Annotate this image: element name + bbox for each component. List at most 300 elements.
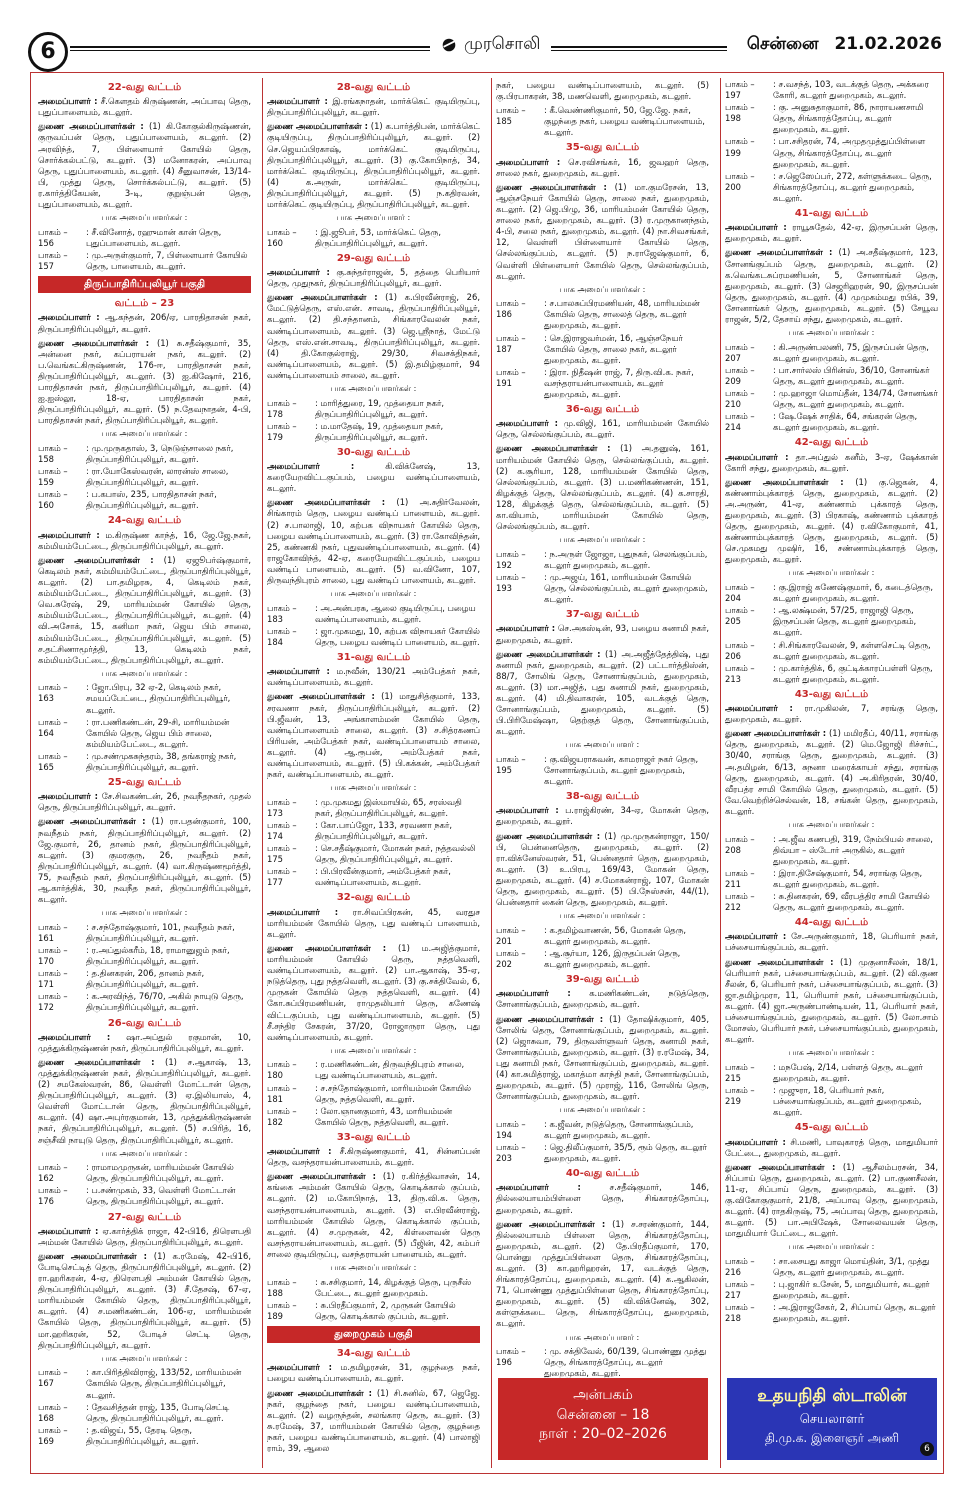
booth-entry xyxy=(38,443,251,465)
signoff-date: நாள் : 20–02–2026 xyxy=(539,1426,667,1443)
booth-label: பாகம் – 202 xyxy=(496,947,526,970)
entry-text: (1) அ.சுதிர்வேலன், சிங்காரம் தெரு, பழைய வண்டிப் பாளையம், கடலூர். (2) ச.பாலாஜி, 10, கற்பக விநாயகர் கோயில் தெரு, பழைய வண்டிப்பாளையம், கடலூர். (3) ரா.கோவிந்தன், 25, கண்ணகி நகர், புதுவண்டிப்பாளையம், கடலூர். (4) ராஜகோவிந்த், 42-ஏ, கரையேறவிட்டகுப்பம், பழைய வண்டிப் பாளையம், கடலூர். (5) வ.வினோ, 107, திருவந்திபுரம் சாலை, புது வண்டிப் பாளையம், கடலூர். xyxy=(267,497,480,586)
entry-label: துணை அமைப்பாளர்கள் : xyxy=(496,1013,604,1024)
booth-label: பாகம் – 160 xyxy=(267,226,297,248)
member-entry xyxy=(267,292,480,381)
booth-entry xyxy=(496,367,709,400)
entry-label: துணை அமைப்பாளர்கள் : xyxy=(496,830,601,841)
entry-text: (1) ர.கிர்த்திவாசன், 14, கங்கை அம்மன் கோயில் தெரு, கொடிக்கால் குப்பம், கடலூர். (2) ம.கோபிநாத், 13, திரு.வி.க. தெரு, வசந்தராயன்பாளையம், கடலூர். (3) எ.பிரவீன்ராஜ், மாரியம்மன் கோயில் தெரு, கொடிக்கால் குப்பம், கடலூர். (4) ச.முருகன், 42, கிள்ளைவன் தெரு வசந்தராயன்பாளையம், கடலூர். (5) பீஜின், 42, கம்பர் சாலை குடியிருப்பு, வசந்தராயன் பாளையம், கடலூர். xyxy=(267,1171,480,1259)
booth-entry xyxy=(267,797,480,819)
booth-text: : சா.சையது காஜா மொய்தின், 3/1, முத்து தெரு, கடலூர் துறைமுகம், கடலூர். xyxy=(773,1255,930,1278)
booth-label: பாகம் – 199 xyxy=(725,136,755,158)
entry-text: ம.நவீன், 130/21 அம்பேத்கர் நகர், வண்டிப்பாளையம், கடலூர். xyxy=(267,666,480,688)
booth-entry xyxy=(725,834,938,867)
booth-label: பாகம் – 164 xyxy=(38,716,68,738)
booth-label: பாகம் – 184 xyxy=(267,625,297,647)
entry-label: அமைப்பாளர் : xyxy=(38,529,100,540)
subheading: பாக அமைப்பாளர்கள் : xyxy=(559,1105,646,1115)
entry-label: அமைப்பாளர் : xyxy=(725,703,793,714)
entry-text: (1) சு.சதீஷ்குமார், 35, அன்னை நகர், கப்பராயன் நகர், கடலூர். (2) ப.வெங்கட்கிருஷ்ணன், 176-ஈ, பாரதிதாசன் நகர், திருப்பாதிரிப்புலியூர், கடலூர். (3) ஐ.கிஷோர், 216, பாரதிதாசன் நகர், திருப்பாதிரிப்புலியூர், கடலூர். (4) ஐ.ஐஸ்லூ, 18-ஏ, பாரதிதாசன் நகர், திருப்பாதிரிப்புலியூர், கடலூர். (5) ந.தேவநாதன், 4-பி, பாரதிதாசன் நகர், திருப்பாதிரிப்புலியூர், கடலூர். xyxy=(38,337,251,426)
booth-entry xyxy=(267,1106,480,1128)
booth-entry xyxy=(496,1346,709,1379)
column-4 xyxy=(725,78,938,1470)
booth-text: : ச.சந்தோஷ்குமார், மாரியம்மன் கோயில் தெரு, நத்தவெளி, கடலூர். xyxy=(315,1082,471,1104)
booth-text: : மு.ஹாஜா மொய்தீன், 134/74, சோனங்கர் தெரு, கடலூர் துறைமுகம், கடலூர். xyxy=(773,387,938,410)
booth-entry xyxy=(496,1119,709,1141)
entry-label: துணை அமைப்பாளர்கள் : xyxy=(38,1250,147,1261)
booth-label: பாகம் – 162 xyxy=(38,1162,68,1184)
entry-text: ஆ.கந்தன், 206/ஏ, பாரதிதாசன் நகர், திருப்பாதிரிப்புலியூர், கடலூர். xyxy=(38,312,251,334)
booth-text: : ப.கபாஸ், 235, பாரதிதாசன் நகர், திருப்பாதிரிப்புலியூர், கடலூர். xyxy=(86,489,217,511)
booth-entry xyxy=(38,250,251,272)
member-entry xyxy=(267,96,480,118)
booth-label: பாகம் – 156 xyxy=(38,226,68,248)
booth-label: பாகம் – 212 xyxy=(725,891,755,913)
entry-label: அமைப்பாளர் : xyxy=(725,451,789,462)
header-city: சென்னை xyxy=(746,34,819,54)
booth-text: : சி.சிங்காரவேலன், 9, கள்ளசெட்டி தெரு, கடலூர் துறைமுகம், கடலூர். xyxy=(773,639,931,661)
entry-label: துணை அமைப்பாளர்கள் : xyxy=(267,1387,373,1398)
ward-heading: 33-வது வட்டம் xyxy=(336,1131,411,1143)
column-3 xyxy=(496,78,709,1470)
member-entry xyxy=(725,247,938,325)
entry-label: துணை அமைப்பாளர்கள் : xyxy=(725,956,834,967)
member-entry xyxy=(267,121,480,210)
booth-text: : க.அரவிந்த், 76/70, அகில் நாயுடு தெரு, திருப்பாதிரிப்புலியூர், கடலூர். xyxy=(86,991,244,1013)
entry-text: (1) மமிரதீப், 40/11, சராங்கு தெரு, துறைமுகம், கடலூர். (2) மெ.ஜோஜி ரிச்சர்ட், 30/40, சராங்கு தெரு, துறைமுகம், கடலூர். (3) அ.தமிழன், 6/13, சுநனா மரைக்காயர் சந்து, சராங்கு தெரு, துறைமுகம், கடலூர். (4) அ.கிரிதரன், 30/40, வீரபத்ர சாமி கோயில் தெரு, துறைமுகம், கடலூர். (5) வே.வெற்றிச்செல்வன், 18, சங்கன் தெரு, துறைமுகம், கடலூர். xyxy=(725,728,938,816)
booth-entry xyxy=(267,1059,480,1081)
booth-entry xyxy=(496,948,709,970)
booth-text: : முஜுரா, 18, பெரியார் நகர், பச்சையாங்குப்பம், கடலூர் துறைமுகம், கடலூர். xyxy=(773,1085,922,1118)
booth-entry xyxy=(725,171,938,204)
entry-text: ராயூசுதேல், 42-ஏ, இருசப்பன் தெரு, துறைமுகம், கடலூர். xyxy=(725,222,938,244)
member-entry xyxy=(267,497,480,586)
booth-entry xyxy=(725,891,938,913)
entry-text: (1) ஆசீலம்பரசன், 34, சிப்பாய் தெரு, துறைமுகம், கடலூர். (2) பா.குணசீலன், 11-ஏ, சிப்பாய் தெரு, துறைமுகம், கடலூர். (3) கு.விகோகுகுமார், 21/8, அப்பாவு தெரு, துறைமுகம், கடலூர். (4) ராதகிருஷ், 75, அப்பாவு தெரு, துறைமுகம், கடலூர். (5) பா.அபிஷேக், சோலைவயன் தெரு, மாதுமியார் பேட்டை, கடலூர். xyxy=(725,1161,938,1239)
signoff-role: செயலாளர் xyxy=(799,1412,865,1427)
booth-label: பாகம் – 206 xyxy=(725,639,755,661)
member-entry xyxy=(267,1171,480,1260)
booth-text: : மு.அஜய், 161, மாரியம்மன் கோயில் தெரு, செல்லங்குப்பம், கடலூர் துறைமுகம், கடலூர். xyxy=(544,571,708,605)
sun-logo-icon xyxy=(440,36,458,54)
booth-label: பாகம் – 215 xyxy=(725,1061,755,1083)
booth-entry xyxy=(725,663,938,685)
header-date: 21.02.2026 xyxy=(834,34,942,54)
booth-entry xyxy=(725,868,938,890)
booth-label: பாகம் – 163 xyxy=(38,682,68,704)
booth-label: பாகம் – 217 xyxy=(725,1279,755,1301)
booth-text: : மநபேஷ், 2/14, பள்ளத் தெரு, கடலூர் துறைமுகம், கடலூர். xyxy=(773,1061,923,1083)
member-entry xyxy=(38,312,251,334)
booth-text: : கீ.வெண்ணிகுமார், 50, ஜே.ஜே. நகர், குழந்தை நகர், பழைய வண்டிப்பாளையம், கடலூர். xyxy=(544,105,705,138)
booth-text: : த.தினகரன், 206, தானம் நகர், திருப்பாதிரிப்புலியூர், கடலூர். xyxy=(86,968,205,990)
entry-text: மு.விஜி, 161, மாரியம்மன் கோயில் தெரு, செல்லங்குப்பம், கடலூர். xyxy=(496,418,709,440)
subheading: பாக அமைப்பாளர்கள் : xyxy=(559,284,646,294)
area-banner: துறைமுகம் பகுதி xyxy=(267,1326,480,1343)
member-entry xyxy=(38,96,251,118)
entry-text: (1) க.பார்த்திபன், மார்க்கெட் குடியிருப்பு, திருப்பாதிரிப்புலியூர், கடலூர். (2) செ.ஜெயப்பிரகாஷ், மார்க்கெட் குடியிருப்பு, திருப்பாதிரிப்புலியூர், கடலூர். (3) கு.கோபிநாத், 34, மார்க்கெட் குடியிருப்பு, திருப்பாதிரிப்புலியூர், கடலூர். (4) க.அருள், மார்க்கெட் குடியிருப்பு, திருப்பாதிரிப்புலியூர், கடலூர். (5) ந.கதிரவன், மார்க்கெட் குடியிருப்பு, திருப்பாதிரிப்புலியூர், கடலூர். xyxy=(267,121,480,210)
ward-heading: 38-வது வட்டம் xyxy=(565,791,640,803)
ward-heading: 25-வது வட்டம் xyxy=(107,777,182,789)
booth-text: : ர.அப்துல்கரீம், 18, ராமானுஜம் நகர், திருப்பாதிரிப்புலியூர், கடலூர். xyxy=(86,944,230,967)
booth-entry xyxy=(496,1142,709,1164)
subheading: பாக அமைப்பாளர்கள் : xyxy=(330,589,417,599)
booth-text: : மு.கார்த்திக், 6, குட்டிக்காரப்பள்ளி தெரு, கடலூர் துறைமுகம், கடலூர். xyxy=(773,662,933,684)
booth-entry xyxy=(725,1256,938,1278)
entry-label: துணை அமைப்பாளர்கள் : xyxy=(38,121,144,132)
subheading: பாக அமைப்பாளர்கள் : xyxy=(330,1263,417,1273)
entry-label: அமைப்பாளர் : xyxy=(496,418,558,429)
column-2 xyxy=(267,78,480,1470)
booth-label: பாகம் – 211 xyxy=(725,867,755,889)
booth-text: : சு.தினகரன், 69, வீரபத்திர சாமி கோயில் தெரு, கடலூர் துறைமுகம், கடலூர். xyxy=(773,891,930,913)
subheading: பாக அமைப்பாளர்கள் : xyxy=(788,820,875,829)
booth-entry xyxy=(267,1277,480,1299)
member-entry xyxy=(496,443,709,532)
booth-text: : ஜா.முகமது, 10, கற்பக விநாயகர் கோயில் தெரு, பழைய வண்டிப் பாளையம், கடலூர். xyxy=(315,625,480,647)
booth-text: : ச.பாலசுப்பிரமணியன், 48, மாரியம்மன் கோயில் தெரு, சாலைத் தெரு, கடலூர் துறைமுகம், கடலூர். xyxy=(544,298,700,331)
entry-text: (1) க.ரமேஷ், 42-பி16, போடிசெட்டித் தெரு, திருப்பாதிரிப்புலியூர், கடலூர். (2) ரா.ஹரிகரன், 4-ஏ, திரௌபதி அம்மன் கோயில் தெரு, திருப்பாதிரிப்புலியூர், கடலூர். (3) சீ.தேசஷ், 67-ஏ, மாரியம்மன் கோயில் தெரு, திருப்பாதிரிப்புலியூர், கடலூர். (4) ச.மணிகண்டன், 106-ஏ, மாரியம்மன் கோயில் தெரு, திருப்பாதிரிப்புலியூர், கடலூர். (5) மா.ஹரிகரன், 52, போடிச் செட்டி தெரு, திருப்பாதிரிப்புலியூர், கடலூர். xyxy=(38,1250,251,1350)
member-entry xyxy=(38,530,251,552)
booth-text: : கி.அருண்பலணி, 75, இருசப்பன் தெரு, கடலூர் துறைமுகம், கடலூர். xyxy=(773,341,929,363)
entry-text: சீ.கிருஷ்ணகுமார், 41, சின்னப்பன் தெரு, வசந்தராயன்பாளையம், கடலூர். xyxy=(267,1146,480,1168)
booth-text: : செ.சதீஷ்குமார், மோகன் நகர், நத்தவல்லி தெரு, திருப்பாதிரிப்புலியூர், கடலூர். xyxy=(315,843,476,865)
booth-text: : மு.முகமது இஸ்மாயில், 65, சரஸ்வதி நகர், திருப்பாதிரிப்புலியூர், கடலூர். xyxy=(315,796,462,818)
entry-label: துணை அமைப்பாளர்கள் : xyxy=(267,497,386,508)
member-entry xyxy=(725,703,938,725)
entry-text: (1) கி.கோகுல்கிருஷ்ணன், குருவப்பன் தெரு, புதுப்பாளையம், கடலூர். (2) அரவிந்த், 7, பிள்ளையார் கோயில் தெரு, சொர்க்கல்பட்டு, கடலூர். (3) மனோகரன், அப்பாவு தெரு, புதுப்பாளையம், கடலூர். (4) சீனுவாசன், 13/14-பி, முத்து தெரு, சொர்க்கல்பட்டு, கடலூர். (5) ர.கார்த்திகேயன், 3-டி, குறுஞ்பன் தெரு, புதுப்பாளையம், கடலூர். xyxy=(38,121,251,210)
booth-text: : அ.இராஜசேகர், 2, சிப்பாய் தெரு, கடலூர் துறைமுகம், கடலூர். xyxy=(773,1302,936,1324)
booth-label: பாகம் – 210 xyxy=(725,387,755,410)
booth-label: பாகம் – 214 xyxy=(725,411,755,433)
entry-text: செ.ரவிசங்கர், 16, ஜவஹர் தெரு, சாலை நகர், துறைமுகம், கடலூர். xyxy=(496,156,709,178)
entry-label: அமைப்பாளர் : xyxy=(38,312,100,323)
booth-text: : மு. சக்திவேல், 60/139, பொண்ணு முத்து தெரு, சிங்காரத்தோப்பு, கடலூர் துறைமுகம், கடலூர். xyxy=(544,1346,707,1379)
booth-text: : க.ஜீவன், நடுத்தெரு, சோனாங்குப்பம், கடலூர் துறைமுகம், கடலூர். xyxy=(544,1118,694,1140)
member-entry xyxy=(267,1388,480,1455)
member-entry xyxy=(496,623,709,645)
entry-label: துணை அமைப்பாளர்கள் : xyxy=(38,337,150,348)
member-entry xyxy=(725,1137,938,1159)
entry-text: (1) அ.தனுஷ், 161, மாரியம்மன் கோயில் தெரு, செல்லங்குப்பம், கடலூர். (2) க.சூரியா, 128, மாரியம்மன் கோயில் தெரு, செல்லங்குப்பம், கடலூர். (3) ப.மணிகண்ணன், 151, கிழக்குத் தெரு, செல்லங்குப்பம், கடலூர். (4) க.சாரதி, 128, கிழக்குத் தெரு, செல்லங்குப்பம், கடலூர். (5) கா.வியாம், மாரியம்மன் கோயில் தெரு, செல்லங்குப்பம், கடலூர். xyxy=(496,443,709,532)
booth-entry xyxy=(725,1085,938,1118)
member-entry xyxy=(38,1057,251,1146)
ward-heading: 35-வது வட்டம் xyxy=(565,142,640,154)
entry-text: (1) க.பிரவீன்ராஜ், 26, மேட்டுத்தெரு, எஸ்.என். சாவடி, திருப்பாதிரிப்புலியூர், கடலூர். (2) தி.சந்தானம், சிங்காரவேலன் நகர், வண்டிப்பாளையம், கடலூர். (3) ஜெ.ஶ்ரீநாத், மேட்டு தெரு, எஸ்.என்.சாவடி, திருப்பாதிரிப்புலியூர், கடலூர். (4) தி.கோகுல்ராஜ், 29/30, சிவசக்திநகர், வண்டிப்பாளையம், கடலூர். (5) இ.தமிழ்குமார், 94 வண்டிப்பாளையம் சாலை, கடலூர். xyxy=(267,292,480,380)
subheading: பாக அமைப்பாளர்கள் : xyxy=(101,668,188,678)
booth-text: : அ.ஜீவ கணபதி, 319, நேம்பியல் சாலை, திவ்யா – ஸ்டோர் அருகில், கடலூர் துறைமுகம், கடலூர். xyxy=(773,833,933,866)
entry-label: அமைப்பாளர் : xyxy=(38,1031,111,1042)
signoff-name: உதயநிதி ஸ்டாலின் xyxy=(757,1386,907,1406)
booth-text: : ப.சண்முகம், 33, வெள்ளி மோட்டான் தெரு, திருப்பாதிரிப்புலியூர், கடலூர். xyxy=(86,1185,236,1207)
booth-entry xyxy=(725,411,938,433)
entry-text: ரா.முகிலன், 7, சரங்கு தெரு, துறைமுகம், கடலூர். xyxy=(725,703,938,725)
booth-label: பாகம் – 169 xyxy=(38,1424,68,1446)
signoff-place: அன்பகம் xyxy=(573,1387,633,1403)
booth-text: : பா.சசிதரன், 74, அமுதமுத்துப்பிள்ளை தெரு, சிங்காரத்தோப்பு, கடலூர் துறைமுகம், கடலூர். xyxy=(773,136,926,169)
member-entry xyxy=(496,157,709,179)
entry-label: துணை அமைப்பாளர்கள் : xyxy=(38,816,146,827)
entry-label: துணை அமைப்பாளர்கள் : xyxy=(267,691,375,702)
booth-entry xyxy=(725,640,938,662)
column-divider xyxy=(720,78,721,1468)
subheading: பாக அமைப்பாளர்கள் : xyxy=(330,383,417,393)
entry-text: (1) ம.அஜித்குமார், மாரியம்மன் கோயில் தெரு, நத்தவெளி, வண்டிப்பாளையம், கடலூர். (2) பா.ஆகாஷ், 35-ஏ, நடுத்தெரு, புது நத்தவெளி, கடலூர். (3) கு.சக்திவேல், 6, முருகன் கோயில் தெரு நத்தவெளி, கடலூர். (4) கோ.சுப்பிரமணியன், ராமுதலியார் தெரு, கணேஷ் விட்டகுப்பம், புது வண்டிப்பாளையம், கடலூர். (5) சீ.சந்திர சேகரன், 37/20, ரோஜாருரா தெரு, புது வண்டிப்பாளையம், கடலூர். xyxy=(267,942,480,1042)
booth-label: பாகம் – 173 xyxy=(267,796,297,818)
booth-entry xyxy=(267,421,480,443)
entry-label: அமைப்பாளர் : xyxy=(38,96,98,107)
booth-entry xyxy=(725,365,938,387)
entry-label: அமைப்பாளர் : xyxy=(267,1362,332,1373)
entry-text: (1) தோஷிக்குமார், 405, சோலிங் தெரு, சோனாங்குப்பம், துறைமுகம், கடலூர். (2) ஜொசுவா, 79, திருவள்ளுவர் தெரு, சுனாமி நகர், சோனாங்குப்பம், துறைமுகம், கடலூர். (3) ர.ரமேஷ், 34, புது சுனாமி நகர், சோனாங்குப்பம், துறைமுகம், கடலூர். (4) கா.சுமித்ராஜ், மகாத்மா காந்தி நகர், சோனாங்குப்பம், துறைமுகம், கடலூர். (5) முராஜ், 116, சோலிங் தெரு, சோனாங்குப்பம், துறைமுகம், கடலூர். xyxy=(496,1013,709,1102)
member-entry xyxy=(267,461,480,494)
entry-label: துணை அமைப்பாளர்கள் : xyxy=(725,1161,836,1172)
booth-label: பாகம் – 157 xyxy=(38,249,68,271)
entry-text: க.மணிகண்டன், நடுத்தெரு, சோனாங்குப்பம், துறைமுகம், கடலூர். xyxy=(496,988,709,1010)
booth-text: : ஆ.லக்ஷ்மன், 57/25, ராஜாஜி தெரு, இருசப்பன் தெரு, கடலூர் துறைமுகம், கடலூர். xyxy=(773,605,917,638)
entry-text: சே.அருண்குமார், 18, பெரியார் நகர், பச்சையாங்குப்பம், கடலூர். xyxy=(725,931,938,953)
booth-label: பாகம் – 193 xyxy=(496,571,526,594)
entry-label: துணை அமைப்பாளர்கள் : xyxy=(496,181,607,192)
booth-text: : லோ.ஞானகுமார், 43, மாரியம்மன் கோயில் தெரு, நத்தவெளி, கடலூர். xyxy=(315,1105,453,1127)
booth-text: : இ.ஜூபர், 53, மார்க்கெட் தெரு, திருப்பாதிரிப்புலியூர், கடலூர். xyxy=(315,226,441,248)
booth-entry xyxy=(267,626,480,648)
booth-text: : சு.பிரதீப்குமார், 2, முருகன் கோயில் தெரு, கொடிக்கால் குப்பம், கடலூர். xyxy=(315,1299,456,1321)
entry-label: அமைப்பாளர் : xyxy=(267,906,339,917)
ward-heading: 26-வது வட்டம் xyxy=(107,1017,182,1029)
booth-text: : ரா.பணிகண்டன், 29-சி, மாரியம்மன் கோயில் தெரு, ஜெய பிம் சாலை, கம்மியம்பேட்டை, கடலூர். xyxy=(86,716,230,749)
subheading: பாக அமைப்பாளர்கள் : xyxy=(101,1148,188,1158)
booth-text: : மு.சண்முகசுந்தரம், 38, தங்கராஜ் நகர், திருப்பாதிரிப்புலியூர், கடலூர். xyxy=(86,750,237,772)
booth-entry xyxy=(267,603,480,625)
entry-text: (1) அ.அஜீத்தேத்திஷ், புது சுனாமி நகர், துறைமுகம், கடலூர். (2) பட்டார்த்திஸ்ன், 88/7, சோலிங் தெரு, சோனாங்குப்பம், துறைமுகம், கடலூர். (3) மா.அஜித், புது சுனாமி நகர், துறைமுகம், கடலூர். (4) மி.திவாகரன், 105, வடக்குத் தெரு, சோனாங்குப்பம், துறைமுகம், கடலூர். (5) பி.பிரிமேஷ்ஷா, தெற்குத் தெரு, சோனாங்குப்பம், கடலூர். xyxy=(496,648,709,737)
member-entry xyxy=(267,267,480,289)
booth-entry xyxy=(38,466,251,488)
entry-label: துணை அமைப்பாளர்கள் : xyxy=(496,1218,606,1229)
ward-heading: 40-வது வட்டம் xyxy=(565,1168,640,1180)
column-divider xyxy=(262,78,263,1468)
member-entry xyxy=(38,816,251,905)
booth-text: : கு.இராஜ் கணேஷ்குமார், 6, கடைத்தெரு, கடலூர் துறைமுகம், கடலூர். xyxy=(773,582,934,604)
booth-label: பாகம் – 165 xyxy=(38,750,68,772)
booth-label: பாகம் – 213 xyxy=(725,662,755,684)
booth-label: பாகம் – 159 xyxy=(38,466,68,488)
subheading: பாக அமைப்பாளர் : xyxy=(565,1332,640,1342)
booth-label: பாகம் – 178 xyxy=(267,397,297,419)
member-entry xyxy=(496,805,709,827)
column-divider xyxy=(491,78,492,1468)
ward-heading: 45-வது வட்டம் xyxy=(794,1122,869,1134)
entry-text: ம.கிருஷ்ண காந்த், 16, ஜே.ஜே.நகர், கம்மியம்பேட்டை, திருப்பாதிரிப்புலியூர், கடலூர். xyxy=(38,529,251,551)
entry-text: (1) மாதுசித்குமார், 133, சரவணா நகர், திருப்பாதிரிப்புலியூர், கடலூர். (2) பி.ஜீவன், 13, அங்காளம்மன் கோயில் தெரு, வண்டிப்பாளையம் சாலை, கடலூர். (3) ச.சித்ரகணப் பிரியன், அம்பேத்கர் நகர், வண்டிப்பாளையம் சாலை, கடலூர். (4) ஆ.ரூபன், அம்பேத்கர் நகர், வண்டிப்பாளையம், கடலூர். (5) பி.கக்கன், அம்பேத்கர் நகர், வண்டிப்பாளையம், கடலூர். xyxy=(267,691,480,780)
booth-text: : இரா. நிதீஷன் ராஜ், 7, திரு.வி.க. நகர், வசந்தராயன்பாளையம், கடலூர் துறைமுகம், கடலூர். xyxy=(544,366,694,399)
entry-label: துணை அமைப்பாளர்கள் : xyxy=(725,247,833,258)
booth-entry xyxy=(38,751,251,773)
corner-page-number: 6 xyxy=(920,1442,934,1456)
entry-label: துணை அமைப்பாளர்கள் : xyxy=(267,1171,376,1182)
booth-text: : கோ.பாப்ஜோ, 133, சரவணா நகர், திருப்பாதிரிப்புலியூர், கடலூர். xyxy=(315,819,453,841)
booth-label: பாகம் – 171 xyxy=(38,968,68,990)
booth-label: பாகம் – 201 xyxy=(496,924,526,946)
ward-heading: 34-வது வட்டம் xyxy=(336,1348,411,1360)
entry-label: அமைப்பாளர் : xyxy=(38,1225,99,1236)
entry-label: துணை அமைப்பாளர்கள் : xyxy=(496,648,601,659)
booth-label: பாகம் – 187 xyxy=(496,332,526,354)
member-entry xyxy=(725,931,938,953)
booth-text: : ஆ.சூர்யா, 126, இருதப்பன் தெரு, கடலூர் துறைமுகம், கடலூர். xyxy=(544,947,681,970)
entry-text: செ.அகஸ்டின், 93, பழைய சுனாமி நகர், துறைமுகம், கடலூர். xyxy=(496,623,709,645)
booth-entry xyxy=(496,549,709,571)
subheading: பாக அமைப்பாளர் : xyxy=(565,740,640,750)
booth-text: : சீ.வினோத், ரஹுமான் கான் தெரு, புதுப்பாளையம், கடலூர். xyxy=(86,226,222,248)
booth-entry xyxy=(267,227,480,249)
signoff-org: தி.மு.க. இளைஞர் அணி xyxy=(764,1431,900,1445)
entry-label: துணை அமைப்பாளர்கள் : xyxy=(725,476,844,487)
entry-label: அமைப்பாளர் : xyxy=(267,461,355,472)
entry-label: அமைப்பாளர் : xyxy=(496,1182,581,1193)
booth-entry xyxy=(725,605,938,638)
member-entry xyxy=(725,957,938,1046)
entry-label: அமைப்பாளர் : xyxy=(267,96,328,107)
booth-label: பாகம் – 176 xyxy=(38,1185,68,1207)
booth-entry xyxy=(38,682,251,715)
booth-entry xyxy=(496,925,709,947)
entry-text: சே.சிவகண்டன், 26, நவநீதநகர், முதல் தெரு, திருப்பாதிரிப்புலியூர், கடலூர். xyxy=(38,791,251,813)
entry-text: (1) ச.ஆகாஷ், 13, முத்துக்கிருஷ்ணன் நகர், திருப்பாதிரிப்புலியூர், கடலூர். (2) சமகேஸ்வரன், 86, வெள்ளி மோட்டான் தெரு, திருப்பாதிரிப்புலியூர், கடலூர். (3) ஏ.இலியாஸ், 4, வெள்ளி மோட்டான் தெரு, திருப்பாதிரிப்புலியூர், கடலூர். (4) ஷா.அபுர்ரகுமான், 13, முத்துக்கிருஷ்ணன் நகர், திருப்பாதிரிப்புலியூர், கடலூர். (5) ச.பிரித், 16, சஞ்சீவி நாயுடு தெரு, திருப்பாதிரிப்புலியூர், கடலூர். xyxy=(38,1056,251,1145)
masthead xyxy=(0,0,972,62)
entry-label: துணை அமைப்பாளர்கள் : xyxy=(267,292,378,303)
booth-label: பாகம் – 179 xyxy=(267,420,297,442)
booth-entry xyxy=(725,1302,938,1324)
booth-label: பாகம் – 170 xyxy=(38,944,68,967)
entry-label: அமைப்பாளர் : xyxy=(267,267,330,278)
booth-text: : ஷே.ஷேக் சாதிக், 64, சங்கரன் தெரு, கடலூர் துறைமுகம், கடலூர். xyxy=(773,411,918,433)
booth-entry xyxy=(267,1083,480,1105)
booth-text: : பா.சார்லஸ் பிரின்ஸ், 36/10, சோனங்கர் தெரு, கடலூர் துறைமுகம், கடலூர். xyxy=(773,364,930,386)
member-entry xyxy=(38,1032,251,1054)
subheading: பாக அமைப்பாளர்கள் : xyxy=(559,911,646,921)
member-entry xyxy=(725,452,938,474)
booth-entry xyxy=(38,1425,251,1447)
booth-label: பாகம் – 168 xyxy=(38,1401,68,1423)
subheading: பாக அமைப்பாளர்கள் : xyxy=(788,568,875,578)
booth-entry xyxy=(267,398,480,420)
booth-label: பாகம் – 182 xyxy=(267,1105,297,1127)
booth-entry xyxy=(38,1367,251,1400)
entry-label: அமைப்பாளர் : xyxy=(496,805,559,816)
booth-entry xyxy=(496,572,709,605)
entry-text: ப.ராஜ்கிரண், 34-ஏ, மோகன் தெரு, துறைமுகம், கடலூர். xyxy=(496,805,709,827)
booth-entry xyxy=(38,1402,251,1424)
booth-label: பாகம் – 191 xyxy=(496,366,526,388)
booth-entry xyxy=(725,79,938,101)
booth-label: பாகம் – 196 xyxy=(496,1346,526,1368)
ward-heading: 41-வது வட்டம் xyxy=(794,208,869,220)
booth-text: : ர.மணிகண்டன், திருவந்திபுரம் சாலை, புது வண்டிப்பாளையம், கடலூர். xyxy=(315,1059,465,1081)
booth-text: : அ.அன்பரசு, ஆலை குடியிருப்பு, பழைய வண்டிப்பாளையம், கடலூர். xyxy=(315,602,476,624)
member-entry xyxy=(267,1362,480,1384)
booth-label: பாகம் – 183 xyxy=(267,602,297,624)
booth-text: : ரா.யோகேஸ்வரன், லாரன்ஸ் சாலை, திருப்பாதிரிப்புலியூர், கடலூர். xyxy=(86,466,229,488)
member-entry xyxy=(267,691,480,780)
entry-label: துணை அமைப்பாளர்கள் : xyxy=(267,942,387,953)
ward-heading: 43-வது வட்டம் xyxy=(794,688,869,700)
entry-text: ஷா.அப்துல் ரகுமான், 10, முத்துக்கிருஷ்ணன் நகர், திருப்பாதிரிப்புலியூர், கடலூர். xyxy=(38,1031,251,1053)
ward-heading: 30-வது வட்டம் xyxy=(336,446,411,458)
member-entry xyxy=(38,555,251,666)
entry-text: தா.அப்துல் கனீம், 3-ஏ, ஷேக்கான் கோரி சந்து, துறைமுகம், கடலூர். xyxy=(725,451,938,473)
booth-label: பாகம் – 175 xyxy=(267,843,297,865)
member-entry xyxy=(38,1251,251,1351)
booth-label: பாகம் – 198 xyxy=(725,102,755,124)
member-entry xyxy=(267,666,480,688)
entry-text: (1) முகுனாசீலன், 18/1, பெரியார் நகர், பச்சையாங்குப்பம், கடலூர். (2) வி.குண சீலன், 6, பெரியார் நகர், பச்சையாங்குப்பம், கடலூர். (3) ஜா.தமிழ்முரா, 11, பெரியார் நகர், பச்சையாங்குப்பம், கடலூர். (4) ஜா.அருண்பாண்டியன், 11, பெரியார் நகர், பச்சையாங்குப்பம், துறைமுகம், கடலூர். (5) லோ.சாம் மோசஸ், பெரியார் நகர், பச்சையாங்குப்பம், துறைமுகம், கடலூர். xyxy=(725,956,938,1045)
paragraph: நகர், பழைய வண்டிப்பாளையம், கடலூர். (5) கு.பிரபாகரன், 38, மணவெளி, துறைமுகம், கடலூர். xyxy=(496,80,709,102)
booth-entry xyxy=(267,820,480,842)
booth-entry xyxy=(496,298,709,331)
booth-label: பாகம் – 218 xyxy=(725,1302,755,1324)
booth-label: பாகம் – 192 xyxy=(496,548,526,570)
booth-label: பாகம் – 177 xyxy=(267,866,297,888)
entry-text: கி.விக்னேஷ், 13, கரையேறவிட்டகுப்பம், பழைய வண்டிப்பாளையம், கடலூர். xyxy=(267,461,480,494)
ward-heading: 31-வது வட்டம் xyxy=(336,652,411,664)
member-entry xyxy=(725,222,938,244)
member-entry xyxy=(496,182,709,282)
entry-label: அமைப்பாளர் : xyxy=(725,222,787,233)
subheading: பாக அமைப்பாளர்கள் : xyxy=(788,328,875,338)
booth-label: பாகம் – 181 xyxy=(267,1082,297,1104)
booth-label: பாகம் – 186 xyxy=(496,298,526,320)
ward-heading: 28-வது வட்டம் xyxy=(336,82,411,93)
booth-text: : கு.விஜயராகவன், காமராஜர் நகர் தெரு, சோனாங்குப்பம், கடலூர் துறைமுகம், கடலூர். xyxy=(544,753,699,787)
booth-label: பாகம் – 207 xyxy=(725,341,755,363)
member-entry xyxy=(496,649,709,738)
dateline xyxy=(727,34,942,56)
ward-heading: 37-வது வட்டம் xyxy=(565,609,640,621)
ward-heading: 29-வது வட்டம் xyxy=(336,252,411,264)
ward-heading: 27-வது வட்டம் xyxy=(107,1211,182,1223)
booth-label: பாகம் – 203 xyxy=(496,1141,526,1164)
entry-text: (1) கு.ஜெகன், 4, கண்ணாம்புக்காரத் தெரு, துறைமுகம், கடலூர். (2) அ.அருண், 41-ஏ, கண்ணாம் புக்காரத் தெரு, துறைமுகம், கடலூர். (3) பிரகாஷ், கண்ணாம் புக்காரத் தெரு, துறைமுகம், கடலூர். (4) ர.விகோகுமார், 41, கண்ணாம்புக்காரத் தெரு, துறைமுகம், கடலூர். (5) செ.முகமது முஷிர், 16, சண்ணாம்புக்காரத் தெரு, துறைமுகம், கடலூர். xyxy=(725,476,938,565)
member-entry xyxy=(267,1146,480,1168)
booth-text: : செ.இராஜவர்மன், 16, ஆஞ்சநேயர் கோயில் தெரு, சாலை நகர், கடலூர் துறைமுகம், கடலூர். xyxy=(544,332,683,365)
entry-label: துணை அமைப்பாளர்கள் : xyxy=(267,121,368,132)
booth-text: : இரா.திசேஷ்குமார், 54, சராங்கு தெரு, கடலூர் துறைமுகம், கடலூர். xyxy=(773,867,923,889)
entry-text: (1) ஏஜூபர்ஷ்குமார், கெடிலம் நகர், கம்மியம்பேட்டை, திருப்பாதிரிப்புலியூர், கடலூர். (2) பா.தமிழரசு, 4, கெடிலம் நகர், கம்மியம்பேட்டை, திருப்பாதிரிப்புலியூர், கடலூர். (3) வெ.சுரேஷ், 29, மாரியம்மன் கோயில் தெரு, கம்மியம்பேட்டை, திருப்பாதிரிப்புலியூர், கடலூர். (4) வி.அசோக், 15, கனிமா நகர், ஜெய பிம் சாலை, கம்மியம்பேட்டை, திருப்பாதிரிப்புலியூர், கடலூர். (5) ச.தட்சிணாமூர்த்தி, 13, கெடிலம் நகர், கம்மியம்பேட்டை, திருப்பாதிரிப்புலியூர், கடலூர். xyxy=(38,554,251,665)
entry-text: சி.மணி, பாவுகாரத் தெரு, மாதுமியார் பேட்டை, துறைமுகம், கடலூர். xyxy=(725,1136,938,1158)
booth-text: : கா.பிரித்திவிராஜ், 133/52, மாரியம்மன் கோயில் தெரு, திருப்பாதிரிப்புலியூர், கடலூர். xyxy=(86,1367,242,1400)
entry-text: கு.சுந்தர்ராஜன், 5, தத்தை பெரியார் தெரு, முதுநகர், திருப்பாதிரிப்புலியூர், கடலூர். xyxy=(267,267,480,289)
booth-text: : ஜோ.பிரபு, 32 ஏ-2, கெடிலம் நகர், சமயப்பேட்டை, திருப்பாதிரிப்புலியூர், கடலூர். xyxy=(86,682,231,715)
ward-heading: 32-வது வட்டம் xyxy=(336,892,411,904)
booth-label: பாகம் – 189 xyxy=(267,1299,297,1321)
ward-heading: வட்டம் – 23 xyxy=(114,298,175,310)
entry-label: அமைப்பாளர் : xyxy=(267,666,330,677)
entry-text: (1) ச.சரண்குமார், 144, தில்லையாயம் பிள்ளை தெரு, சிங்காரத்தோப்பு, துறைமுகம், கடலூர். (2) தே.பிரதீப்குமார், 170, பொன்னு முத்துப்பிள்ளை தெரு, சிங்காரத்தோப்பு, கடலூர். (3) கா.ஹரிஹரன், 17, வடக்குத் தெரு, சிங்காரத்தோப்பு, துறைமுகம், கடலூர். (4) க.ஆகிலன், 71, பொண்ணு முத்துப்பிள்ளை தெரு, சிங்காரத்தோப்பு, துறைமுகம், கடலூர். (5) வி.விக்னேஷ், 302, கள்ளுக்கடை தெரு, சிங்காரத்தோப்பு, துறைமுகம், கடலூர். xyxy=(496,1218,709,1329)
booth-label: பாகம் – 161 xyxy=(38,921,68,943)
booth-text: : பு.ஜாகிர் உசேன், 5, மாதுமியார், கடலூர் துறைமுகம், கடலூர். xyxy=(773,1279,930,1301)
booth-text: : பி.பிரவீன்குமார், அம்பேத்கர் நகர், வண்டிப்பாளையம், கடலூர். xyxy=(315,866,451,888)
member-entry xyxy=(496,1014,709,1103)
booth-entry xyxy=(725,1062,938,1084)
entry-label: அமைப்பாளர் : xyxy=(38,791,99,802)
booth-label: பாகம் – 195 xyxy=(496,753,526,775)
member-entry xyxy=(38,338,251,427)
member-entry xyxy=(267,943,480,1043)
page-number: 6 xyxy=(28,32,68,72)
member-entry xyxy=(725,728,938,817)
member-entry xyxy=(725,477,938,566)
